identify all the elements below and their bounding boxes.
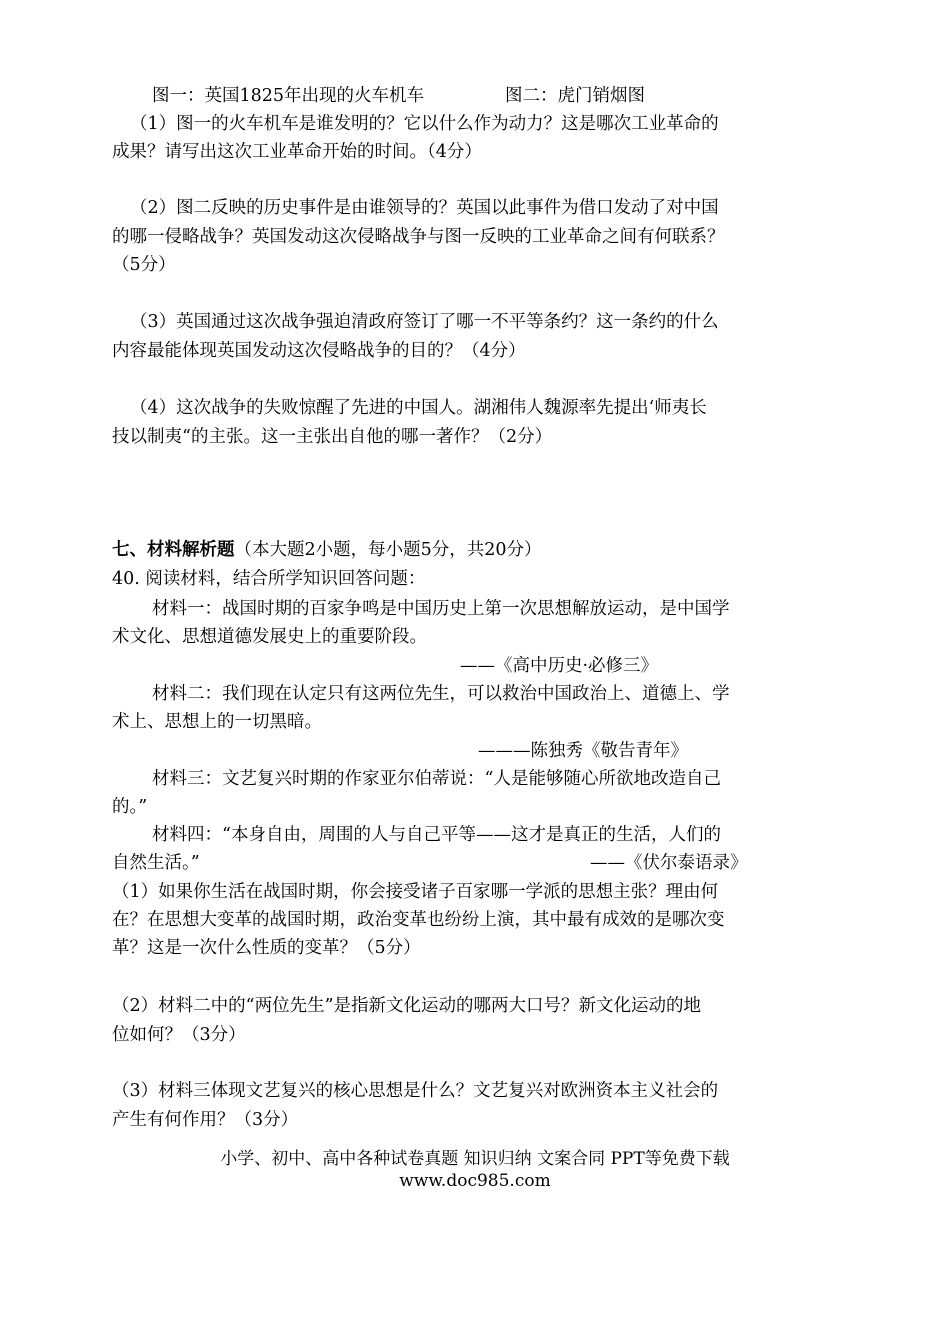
q39-part2-line1: （2）图二反映的历史事件是由谁领导的？英国以此事件为借口发动了对中国 <box>130 198 719 218</box>
q39-part2-line2: 的哪一侵略战争？英国发动这次侵略战争与图一反映的工业革命之间有何联系？ <box>112 227 725 247</box>
material1-line1: 材料一：战国时期的百家争鸣是中国历史上第一次思想解放运动，是中国学 <box>152 599 730 619</box>
material1-line2: 术文化、思想道德发展史上的重要阶段。 <box>112 627 427 647</box>
q39-part2-line3: （5分） <box>112 255 176 275</box>
material3-line2: 的。” <box>112 797 148 817</box>
material4-line1: 材料四：“本身自由，周围的人与自己平等——这才是真正的生活，人们的 <box>152 825 721 845</box>
q40-part2-line1: （2）材料二中的“两位先生”是指新文化运动的哪两大口号？新文化运动的地 <box>112 996 702 1016</box>
q39-part1-line2: 成果？请写出这次工业革命开始的时间。（4分） <box>112 142 482 162</box>
q40-part2-line2: 位如何？（3分） <box>112 1025 246 1045</box>
q39-part4-line2: 技以制夷“的主张。这一主张出自他的哪一著作？（2分） <box>112 427 553 447</box>
section7-title: 七、材料解析题 <box>112 540 235 560</box>
material2-source: ———陈独秀《敬告青年》 <box>478 741 688 761</box>
q39-part1-line1: （1）图一的火车机车是谁发明的？它以什么作为动力？这是哪次工业革命的 <box>130 114 719 134</box>
material4-line2: 自然生活。” <box>112 853 200 873</box>
q39-part3-line2: 内容最能体现英国发动这次侵略战争的目的？（4分） <box>112 341 526 361</box>
material3-line1: 材料三：文艺复兴时期的作家亚尔伯蒂说：“人是能够随心所欲地改造自己 <box>152 769 721 789</box>
figure-caption-1: 图一：英国1825年出现的火车机车 <box>152 86 425 106</box>
q40-part1-line2: 在？在思想大变革的战国时期，政治变革也纷纷上演，其中最有成效的是哪次变 <box>112 910 725 930</box>
q40-part3-line1: （3）材料三体现文艺复兴的核心思想是什么？文艺复兴对欧洲资本主义社会的 <box>112 1081 719 1101</box>
q39-part3-line1: （3）英国通过这次战争强迫清政府签订了哪一不平等条约？这一条约的什么 <box>130 312 719 332</box>
footer-line1: 小学、初中、高中各种试卷真题 知识归纳 文案合同 PPT等免费下载 <box>220 1149 730 1169</box>
material2-line1: 材料二：我们现在认定只有这两位先生，可以救治中国政治上、道德上、学 <box>152 684 730 704</box>
material1-source: ——《高中历史·必修三》 <box>460 656 659 676</box>
q40-part1-line3: 革？这是一次什么性质的变革？（5分） <box>112 938 421 958</box>
q40-intro: 40. 阅读材料，结合所学知识回答问题： <box>112 569 426 589</box>
material4-source: ——《伏尔泰语录》 <box>590 853 748 873</box>
figure-caption-2: 图二：虎门销烟图 <box>505 86 645 106</box>
footer-website: www.doc985.com <box>399 1171 551 1191</box>
q39-part4-line1: （4）这次战争的失败惊醒了先进的中国人。湖湘伟人魏源率先提出‘师夷长 <box>130 398 707 418</box>
q40-part3-line2: 产生有何作用？（3分） <box>112 1110 299 1130</box>
material2-line2: 术上、思想上的一切黑暗。 <box>112 712 322 732</box>
section7-heading <box>112 538 542 562</box>
section7-note: （本大题2小题，每小题5分，共20分） <box>234 540 542 560</box>
q40-part1-line1: （1）如果你生活在战国时期，你会接受诸子百家哪一学派的思想主张？理由何 <box>112 882 719 902</box>
